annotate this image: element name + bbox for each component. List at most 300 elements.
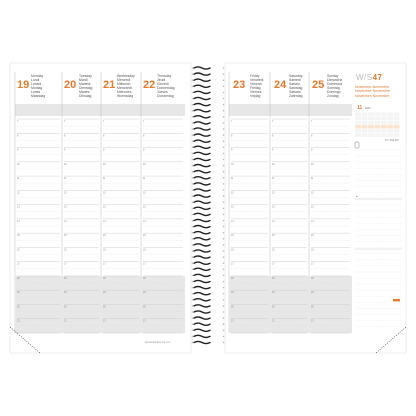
hour-label: 10 <box>143 162 146 166</box>
spiral-hole <box>223 189 225 191</box>
spiral-ring <box>194 268 210 270</box>
hour-label: 18 <box>64 276 67 280</box>
hour-label: 13 <box>103 205 106 209</box>
hour-label: 11 <box>311 177 314 181</box>
spiral-ring <box>194 85 210 87</box>
spiral-hole <box>192 342 194 344</box>
mini-calendar-cell <box>362 117 368 121</box>
hour-label: 16 <box>272 248 275 252</box>
hour-label: 19 <box>64 291 67 295</box>
spiral-hole <box>223 147 225 149</box>
spiral-ring <box>194 341 210 343</box>
spiral-hole <box>223 226 225 228</box>
hour-label: 13 <box>64 205 67 209</box>
page-footer: quovadisplanning.com <box>145 341 171 344</box>
mini-calendar-cell <box>394 117 400 121</box>
spiral-hole <box>192 317 194 319</box>
mini-calendar-cell <box>387 117 393 121</box>
spiral-ring <box>194 177 210 179</box>
hour-label: 7 <box>143 120 145 123</box>
hour-label: 20 <box>64 305 67 309</box>
spiral-ring <box>194 67 210 69</box>
hour-label: 17 <box>272 262 275 266</box>
hour-label: 16 <box>17 248 20 252</box>
spiral-ring <box>194 232 210 234</box>
spiral-hole <box>192 92 194 94</box>
spiral-hole <box>192 79 194 81</box>
spiral-hole <box>192 220 194 222</box>
hour-label: 20 <box>103 305 106 309</box>
day-names: Monday Lundi Lunedì Montag Lunes Maandag <box>31 74 46 99</box>
hour-label: 17 <box>231 262 234 266</box>
spiral-hole <box>223 104 225 106</box>
mini-calendar-cell <box>368 133 374 137</box>
hour-label: 18 <box>143 276 146 280</box>
spiral-ring <box>194 183 210 185</box>
mini-calendar-cell <box>381 133 387 137</box>
day-names: Wednesday Mercredi Mittwoch Mercoledì Miércoles Woensdag <box>117 74 135 99</box>
hour-label: 10 <box>64 162 67 166</box>
spiral-hole <box>192 67 194 69</box>
mini-calendar-cell <box>387 133 393 137</box>
mini-calendar-cell <box>375 129 381 133</box>
day-header-shade <box>62 104 101 116</box>
hour-label: 15 <box>311 234 314 238</box>
spiral-hole <box>192 147 194 149</box>
spiral-ring <box>194 274 210 276</box>
orange-marker <box>393 299 400 301</box>
mini-calendar-cell <box>387 121 393 125</box>
hour-label: 20 <box>17 305 20 309</box>
hour-label: 12 <box>64 191 67 195</box>
hour-label: 9 <box>17 148 19 152</box>
spiral-hole <box>192 305 194 307</box>
spiral-ring <box>194 91 210 93</box>
spiral-hole <box>192 140 194 142</box>
hour-label: 14 <box>17 219 20 223</box>
spiral-hole <box>223 195 225 197</box>
day-header-shade <box>270 104 309 116</box>
hour-label: 10 <box>272 162 275 166</box>
spiral-hole <box>192 208 194 210</box>
hour-label: 8 <box>272 134 274 138</box>
hour-label: 10 <box>17 162 20 166</box>
hour-label: 12 <box>231 191 234 195</box>
hour-label: 19 <box>231 291 234 295</box>
spiral-hole <box>192 201 194 203</box>
spiral-ring <box>194 152 210 154</box>
day-number: 24 <box>274 79 287 91</box>
hour-label: 7 <box>272 120 274 123</box>
spiral-ring <box>194 238 210 240</box>
spiral-ring <box>194 116 210 118</box>
hour-label: 11 <box>103 177 106 181</box>
hour-label: 16 <box>64 248 67 252</box>
hour-label: 7 <box>64 120 66 123</box>
mini-calendar-cell <box>362 125 368 129</box>
spiral-hole <box>192 116 194 118</box>
mini-calendar-cell <box>355 112 361 116</box>
spiral-ring <box>194 262 210 264</box>
spiral-ring <box>194 158 210 160</box>
mini-calendar-month: 11 <box>357 105 363 111</box>
mini-calendar-footer: 47 / 319-047 <box>385 139 400 142</box>
mini-calendar-cell <box>394 125 400 129</box>
day-names: Friday Vendredi Venerdì Freitag Viernes Vrijdag <box>250 74 264 99</box>
hour-label: 9 <box>64 148 66 152</box>
spiral-ring <box>194 128 210 130</box>
spiral-hole <box>223 128 225 130</box>
spiral-hole <box>223 140 225 142</box>
spiral-ring <box>194 146 210 148</box>
spiral-hole <box>192 171 194 173</box>
spiral-hole <box>192 122 194 124</box>
mini-calendar-cell <box>375 121 381 125</box>
hour-label: 15 <box>103 234 106 238</box>
hour-label: 10 <box>103 162 106 166</box>
hour-label: 14 <box>272 219 275 223</box>
spiral-hole <box>223 183 225 185</box>
spiral-hole <box>223 232 225 234</box>
spiral-hole <box>192 250 194 252</box>
mini-calendar-cell <box>394 133 400 137</box>
hour-label: 15 <box>64 234 67 238</box>
spiral-ring <box>194 335 210 337</box>
spiral-ring <box>194 250 210 252</box>
spiral-hole <box>192 238 194 240</box>
mini-calendar-cell <box>394 121 400 125</box>
spiral-hole <box>223 201 225 203</box>
spiral-hole <box>223 336 225 338</box>
spiral-hole <box>192 336 194 338</box>
spiral-ring <box>194 317 210 319</box>
mini-calendar-cell <box>381 117 387 121</box>
spiral-ring <box>194 305 210 307</box>
spiral-hole <box>223 171 225 173</box>
hour-label: 14 <box>143 219 146 223</box>
hour-label: 13 <box>143 205 146 209</box>
spiral-hole <box>223 92 225 94</box>
mini-calendar-cell <box>381 125 387 129</box>
spiral-hole <box>192 104 194 106</box>
spiral-ring <box>194 280 210 282</box>
spiral-ring <box>194 104 210 106</box>
hour-label: 7 <box>17 120 19 123</box>
spiral-hole <box>223 214 225 216</box>
spiral-ring <box>194 189 210 191</box>
spiral-hole <box>223 330 225 332</box>
spiral-hole <box>192 311 194 313</box>
week-number: 47 <box>372 73 383 82</box>
spiral-ring <box>194 73 210 75</box>
spiral-hole <box>192 330 194 332</box>
day-number: 19 <box>17 79 30 91</box>
spiral-hole <box>192 269 194 271</box>
day-names: Tuesday Mardi Martedì Dienstag Martes Dinsdag <box>79 74 93 99</box>
hour-label: 20 <box>143 305 146 309</box>
hour-label: 11 <box>272 177 275 181</box>
spiral-hole <box>223 110 225 112</box>
hour-label: 16 <box>231 248 234 252</box>
spiral-hole <box>192 153 194 155</box>
mini-calendar-cell <box>362 129 368 133</box>
hour-label: 13 <box>17 205 20 209</box>
hour-label: 21 <box>64 319 67 323</box>
hour-label: 14 <box>64 219 67 223</box>
spiral-hole <box>223 250 225 252</box>
hour-label: 7 <box>311 120 313 123</box>
spiral-hole <box>223 281 225 283</box>
spiral-hole <box>223 116 225 118</box>
spiral-hole <box>192 189 194 191</box>
hour-label: 15 <box>143 234 146 238</box>
spiral-hole <box>192 244 194 246</box>
hour-label: 17 <box>103 262 106 266</box>
spiral-hole <box>192 293 194 295</box>
hour-label: 20 <box>231 305 234 309</box>
spiral-binding <box>192 67 225 344</box>
spiral-ring <box>194 165 210 167</box>
spiral-hole <box>192 183 194 185</box>
hour-label: 9 <box>311 148 313 152</box>
day-number: 22 <box>143 79 156 91</box>
mini-calendar-cell <box>355 121 361 125</box>
spiral-ring <box>194 244 210 246</box>
spiral-hole <box>223 293 225 295</box>
month-names: November Novembre November Noviembre Novembre November <box>355 85 390 98</box>
hour-label: 15 <box>272 234 275 238</box>
spiral-hole <box>223 299 225 301</box>
hour-label: 11 <box>64 177 67 181</box>
hour-label: 17 <box>143 262 146 266</box>
hour-label: 17 <box>311 262 314 266</box>
hour-label: 13 <box>272 205 275 209</box>
hour-label: 11 <box>143 177 146 181</box>
hour-label: 14 <box>231 219 234 223</box>
spiral-hole <box>223 165 225 167</box>
hour-label: 12 <box>311 191 314 195</box>
spiral-hole <box>223 262 225 264</box>
spiral-hole <box>223 220 225 222</box>
spiral-hole <box>192 323 194 325</box>
hour-label: 9 <box>103 148 105 152</box>
hour-label: 9 <box>231 148 233 152</box>
spiral-ring <box>194 226 210 228</box>
mini-calendar-cell <box>362 121 368 125</box>
mini-calendar-cell <box>362 133 368 137</box>
hour-label: 21 <box>103 319 106 323</box>
spiral-ring <box>194 79 210 81</box>
spiral-hole <box>192 262 194 264</box>
hour-label: 11 <box>231 177 234 181</box>
day-header-shade <box>141 104 185 116</box>
mini-calendar-cell <box>368 121 374 125</box>
hour-label: 21 <box>17 319 20 323</box>
spiral-ring <box>194 122 210 124</box>
mini-calendar-year: 2020 <box>365 107 371 110</box>
spiral-hole <box>192 195 194 197</box>
hour-label: 21 <box>311 319 314 323</box>
spiral-hole <box>192 232 194 234</box>
spiral-hole <box>192 134 194 136</box>
hour-label: 21 <box>143 319 146 323</box>
hour-label: 17 <box>64 262 67 266</box>
spiral-hole <box>223 134 225 136</box>
mini-calendar-cell <box>381 121 387 125</box>
mini-calendar-cell <box>355 125 361 129</box>
spiral-ring <box>194 97 210 99</box>
hour-label: 18 <box>103 276 106 280</box>
spiral-hole <box>223 244 225 246</box>
mini-calendar-cell <box>387 112 393 116</box>
hour-label: 19 <box>143 291 146 295</box>
spiral-hole <box>192 165 194 167</box>
hour-label: 19 <box>311 291 314 295</box>
spiral-ring <box>194 110 210 112</box>
hour-label: 13 <box>231 205 234 209</box>
hour-label: 12 <box>143 191 146 195</box>
hour-label: 13 <box>311 205 314 209</box>
hour-label: 21 <box>231 319 234 323</box>
mini-calendar-grid <box>355 112 401 138</box>
spiral-hole <box>192 86 194 88</box>
spiral-hole <box>192 275 194 277</box>
spiral-ring <box>194 219 210 221</box>
spiral-hole <box>192 110 194 112</box>
mini-calendar-cell <box>387 129 393 133</box>
hour-label: 9 <box>143 148 145 152</box>
day-number: 25 <box>312 79 325 91</box>
spiral-hole <box>223 86 225 88</box>
mini-calendar-cell <box>381 129 387 133</box>
hour-label: 15 <box>231 234 234 238</box>
spiral-ring <box>194 287 210 289</box>
hour-label: 19 <box>272 291 275 295</box>
hour-label: 17 <box>17 262 20 266</box>
spiral-hole <box>223 305 225 307</box>
mini-calendar-cell <box>375 117 381 121</box>
hour-label: 11 <box>17 177 20 181</box>
hour-label: 8 <box>103 134 105 138</box>
mini-calendar-cell <box>375 112 381 116</box>
spiral-hole <box>223 323 225 325</box>
hour-label: 12 <box>272 191 275 195</box>
mini-calendar-cell <box>362 112 368 116</box>
spiral-hole <box>192 287 194 289</box>
day-number: 21 <box>103 79 116 91</box>
mini-calendar-cell <box>394 112 400 116</box>
hour-label: 18 <box>272 276 275 280</box>
mini-calendar-cell <box>375 125 381 129</box>
hour-label: 20 <box>272 305 275 309</box>
hour-label: 16 <box>143 248 146 252</box>
spiral-hole <box>223 287 225 289</box>
hour-label: 8 <box>231 134 233 138</box>
spiral-ring <box>194 323 210 325</box>
mini-calendar-cell <box>355 117 361 121</box>
spiral-hole <box>192 128 194 130</box>
day-names: Thursday Jeudi Giovedì Donnerstag Jueves Donderdag <box>157 74 175 99</box>
mini-calendar-cell <box>375 133 381 137</box>
mini-calendar-cell <box>394 129 400 133</box>
day-number: 20 <box>64 79 77 91</box>
day-number: 23 <box>233 79 246 91</box>
spiral-hole <box>223 311 225 313</box>
spiral-ring <box>194 329 210 331</box>
spiral-hole <box>192 256 194 258</box>
spiral-hole <box>223 238 225 240</box>
spiral-hole <box>223 73 225 75</box>
hour-label: 8 <box>64 134 66 138</box>
spiral-hole <box>192 177 194 179</box>
spiral-ring <box>194 195 210 197</box>
spiral-ring <box>194 171 210 173</box>
spiral-hole <box>192 299 194 301</box>
hour-label: 12 <box>103 191 106 195</box>
spiral-ring <box>194 299 210 301</box>
spiral-hole <box>223 122 225 124</box>
moon-phase-icon: ● <box>356 195 358 198</box>
spiral-hole <box>192 98 194 100</box>
spiral-hole <box>223 275 225 277</box>
mini-calendar-cell <box>355 129 361 133</box>
hour-label: 7 <box>231 120 233 123</box>
mini-calendar-cell <box>368 129 374 133</box>
mini-calendar-cell <box>368 125 374 129</box>
hour-label: 7 <box>103 120 105 123</box>
day-header-shade <box>309 104 352 116</box>
hour-label: 15 <box>17 234 20 238</box>
hour-label: 19 <box>17 291 20 295</box>
spiral-hole <box>192 73 194 75</box>
spiral-ring <box>194 140 210 142</box>
spiral-hole <box>223 153 225 155</box>
spiral-hole <box>192 214 194 216</box>
day-names: Saturday Samedi Sabato Samstag Sábado Zaterdag <box>289 74 303 99</box>
hour-label: 12 <box>17 191 20 195</box>
spiral-hole <box>192 281 194 283</box>
spiral-ring <box>194 293 210 295</box>
mini-calendar-cell <box>381 112 387 116</box>
day-names: Sunday Dimanche Domenica Sonntag Domingo Zondag <box>327 74 343 99</box>
hour-label: 19 <box>103 291 106 295</box>
hour-label: 18 <box>17 276 20 280</box>
spiral-ring <box>194 213 210 215</box>
day-header-shade <box>101 104 141 116</box>
mini-calendar-cell <box>355 133 361 137</box>
spiral-ring <box>194 311 210 313</box>
hour-label: 18 <box>311 276 314 280</box>
spiral-hole <box>223 98 225 100</box>
hour-label: 10 <box>231 162 234 166</box>
hour-label: 20 <box>311 305 314 309</box>
spiral-hole <box>223 79 225 81</box>
hour-label: 8 <box>17 134 19 138</box>
spiral-hole <box>223 159 225 161</box>
hour-label: 16 <box>103 248 106 252</box>
spiral-hole <box>223 177 225 179</box>
mini-calendar-cell <box>368 112 374 116</box>
mini-calendar-cell <box>387 125 393 129</box>
day-header-shade <box>15 104 62 116</box>
spiral-hole <box>223 342 225 344</box>
hour-label: 21 <box>272 319 275 323</box>
mini-calendar-cell <box>368 117 374 121</box>
hour-label: 18 <box>231 276 234 280</box>
spiral-ring <box>194 256 210 258</box>
spiral-ring <box>194 207 210 209</box>
spiral-hole <box>192 226 194 228</box>
